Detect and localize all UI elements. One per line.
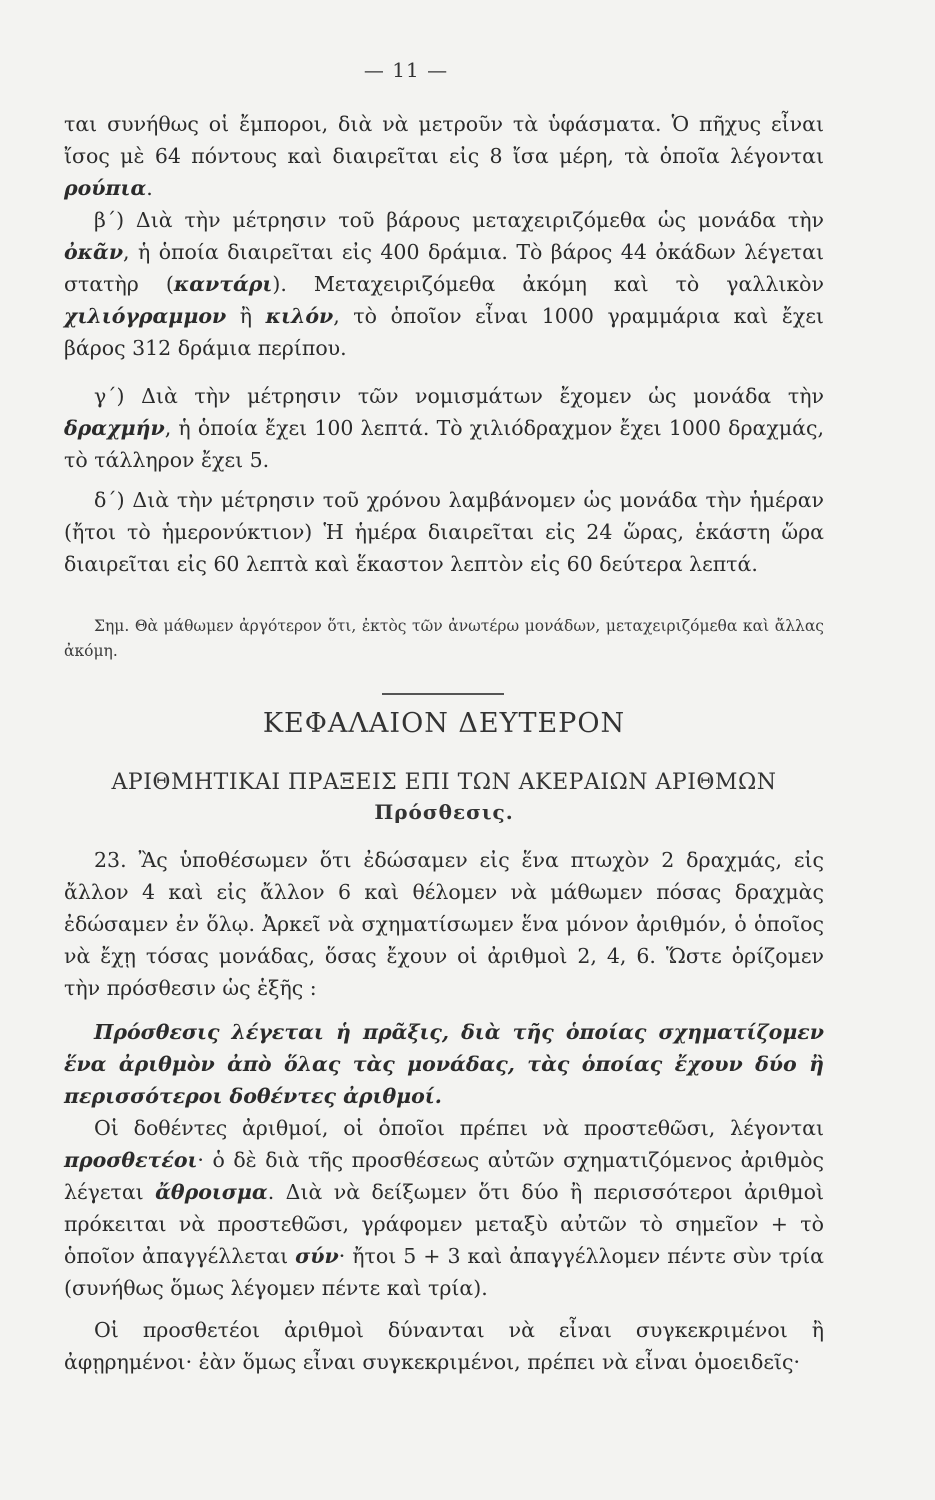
paragraph-cubit — [64, 108, 824, 204]
paragraph-addends — [64, 1112, 824, 1304]
paragraph-text: δ΄) Διὰ τὴν μέτρησιν τοῦ χρόνου λαμβάνομεν ὡς μονάδα τὴν ἡμέραν (ἤτοι τὸ ἡμερονύκτιον) Ἡ ἡμέρα διαιρεῖται εἰς 24 ὥρας, ἑκάστη ὥρα διαιρεῖται εἰς 60 λεπτὰ καὶ ἕκαστον λεπτὸν εἰς 60 δεύτερα λεπτά. — [64, 488, 824, 576]
page-number: — 11 — — [363, 58, 449, 82]
paragraph-currency — [64, 380, 824, 476]
term-sum: ἄθροισμα — [155, 1180, 268, 1204]
footnote-text: Σημ. Θὰ μάθωμεν ἀργότερον ὅτι, ἐκτὸς τῶν ἀνωτέρω μονάδων, μεταχειριζόμεθα καὶ ἄλλας ἀκόμη. — [64, 617, 824, 660]
paragraph-time — [64, 484, 824, 580]
paragraph-text: β΄) Διὰ τὴν μέτρησιν τοῦ βάρους μεταχειριζόμεθα ὡς μονάδα τὴν — [94, 208, 824, 232]
paragraph-text: , τὸ ὁποῖον εἶναι 1000 γραμμάρια καὶ ἔχει βάρος 312 δράμια περίπου. — [64, 304, 824, 360]
paragraph-text: γ΄) Διὰ τὴν μέτρησιν τῶν νομισμάτων ἔχομεν ὡς μονάδα τὴν — [94, 384, 824, 408]
term-drachma: δραχμήν — [64, 416, 165, 440]
paragraph-text: · ὁ δὲ διὰ τῆς προσθέσεως αὐτῶν σχηματιζόμενος ἀριθμὸς λέγεται — [64, 1148, 824, 1204]
paragraph-text: . — [146, 176, 153, 200]
paragraph-text: . Διὰ νὰ δείξωμεν ὅτι δύο ἢ περισσότεροι ἀριθμοὶ πρόκειται νὰ προστεθῶσι, γράφομεν μεταξὺ αὐτῶν τὸ σημεῖον + τὸ ὁποῖον ἀπαγγέλλεται — [64, 1180, 824, 1268]
paragraph-text: Οἱ προσθετέοι ἀριθμοὶ δύνανται νὰ εἶναι συγκεκριμένοι ἢ ἀφῃρημένοι· ἐὰν ὅμως εἶναι συγκεκριμένοι, πρέπει νὰ εἶναι ὁμοειδεῖς· — [64, 1318, 824, 1374]
paragraph-text: ). Μεταχειριζόμεθα ἀκόμη καὶ τὸ γαλλικὸν — [272, 272, 824, 296]
paragraph-text: ται συνήθως οἱ ἔμποροι, διὰ νὰ μετροῦν τὰ ὑφάσματα. Ὁ πῆχυς εἶναι ἴσος μὲ 64 πόντους καὶ διαιρεῖται εἰς 8 ἴσα μέρη, τὰ ὁποῖα λέγονται — [64, 112, 824, 168]
section-divider — [382, 693, 504, 695]
footnote — [64, 614, 824, 664]
definition-text: Πρόσθεσις λέγεται ἡ πρᾶξις, διὰ τῆς ὁποίας σχηματίζομεν ἕνα ἀριθμὸν ἀπὸ ὅλας τὰς μονάδας, τὰς ὁποίας ἔχουν δύο ἢ περισσότεροι δοθέντες ἀριθμοί. — [64, 1020, 824, 1108]
term-kilogram: χιλιόγραμμον — [64, 304, 227, 328]
paragraph-text: Οἱ δοθέντες ἀριθμοί, οἱ ὁποῖοι πρέπει νὰ προστεθῶσι, λέγονται — [94, 1116, 824, 1140]
subsection-title: Πρόσθεσις. — [374, 800, 514, 824]
paragraph-weight — [64, 204, 824, 364]
term-syn: σύν — [295, 1244, 339, 1268]
paragraph-concrete — [64, 1314, 824, 1378]
term-kilo: κιλόν — [265, 304, 334, 328]
term-kantari: καντάρι — [173, 272, 273, 296]
paragraph-23 — [64, 844, 824, 1004]
paragraph-text: , ἡ ὁποία ἔχει 100 λεπτά. Τὸ χιλιόδραχμον ἔχει 1000 δραχμάς, τὸ τάλληρον ἔχει 5. — [64, 416, 824, 472]
definition-block — [64, 1016, 824, 1112]
chapter-title: ΚΕΦΑΛΑΙΟΝ ΔΕΥΤΕΡΟΝ — [262, 708, 626, 739]
term-roupia: ρούπια — [64, 176, 147, 200]
paragraph-text: · ἤτοι 5 + 3 καὶ ἀπαγγέλλομεν πέντε σὺν τρία (συνήθως ὅμως λέγομεν πέντε καὶ τρία). — [64, 1244, 824, 1300]
term-oka: ὀκᾶν — [64, 240, 124, 264]
section-title: ΑΡΙΘΜΗΤΙΚΑΙ ΠΡΑΞΕΙΣ ΕΠΙ ΤΩΝ ΑΚΕΡΑΙΩΝ ΑΡΙΘΜΩΝ — [111, 770, 777, 795]
paragraph-text: , ἡ ὁποία διαιρεῖται εἰς 400 δράμια. Τὸ βάρος 44 ὀκάδων λέγεται στατὴρ ( — [64, 240, 824, 296]
term-addends: προσθετέοι — [64, 1148, 198, 1172]
paragraph-text: ἢ — [226, 304, 266, 328]
paragraph-text: 23. Ἂς ὑποθέσωμεν ὅτι ἐδώσαμεν εἰς ἕνα πτωχὸν 2 δραχμάς, εἰς ἄλλον 4 καὶ εἰς ἄλλον 6 καὶ θέλομεν νὰ μάθωμεν πόσας δραχμὰς ἐδώσαμεν ἐν ὅλῳ. Ἀρκεῖ νὰ σχηματίσωμεν ἕνα μόνον ἀριθμόν, ὁ ὁποῖος νὰ ἔχῃ τόσας μονάδας, ὅσας ἔχουν οἱ ἀριθμοὶ 2, 4, 6. Ὥστε ὁρίζομεν τὴν πρόσθεσιν ὡς ἑξῆς : — [64, 848, 824, 1000]
